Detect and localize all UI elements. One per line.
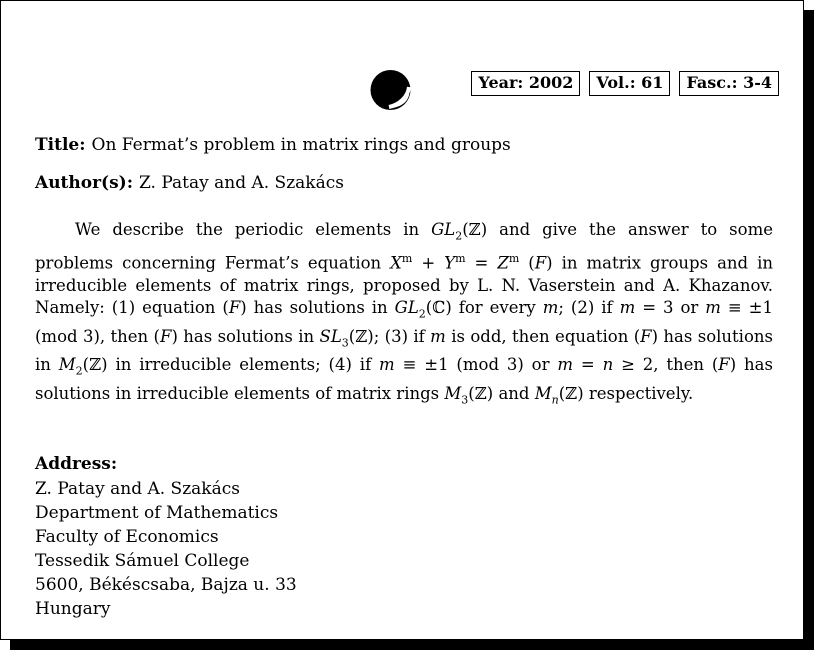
abstract-segment: M xyxy=(444,384,462,404)
abstract-segment: m xyxy=(455,251,466,265)
address-line: Hungary xyxy=(35,599,111,619)
title-label: Title: xyxy=(35,135,86,155)
abstract-segment: m xyxy=(705,298,721,318)
moon-logo-icon xyxy=(369,67,412,113)
abstract-segment: m xyxy=(430,326,446,346)
abstract-segment: m xyxy=(557,355,574,375)
abstract-segment: ≡ ±1 (mod 3), then ( xyxy=(35,298,773,346)
abstract-segment: ( xyxy=(519,253,535,273)
abstract-segment: ≡ ±1 (mod 3) or xyxy=(394,355,558,375)
abstract-segment: SL xyxy=(319,326,342,346)
authors-label: Author(s): xyxy=(35,173,133,193)
abstract-segment: F xyxy=(228,298,241,318)
abstract-segment: Y xyxy=(444,253,456,273)
volume-badge: Vol.: 61 xyxy=(589,71,670,96)
abstract-segment: 2 xyxy=(75,364,83,378)
page-shadow-bottom xyxy=(10,640,814,650)
abstract-segment: ; (2) if xyxy=(558,298,620,318)
abstract-segment: F xyxy=(640,326,652,346)
abstract-segment: (ℤ) in irreducible elements; (4) if xyxy=(82,355,380,375)
abstract-segment: F xyxy=(160,326,172,346)
abstract-segment: is odd, then equation ( xyxy=(445,326,641,346)
abstract-segment: m xyxy=(508,251,520,265)
address-block xyxy=(35,477,297,621)
abstract-segment: ≥ 2, then ( xyxy=(613,355,719,375)
authors-line xyxy=(35,172,344,194)
abstract-segment: m xyxy=(379,355,395,375)
abstract-segment: + xyxy=(412,253,445,273)
abstract-segment: n xyxy=(602,355,614,375)
address-label: Address: xyxy=(35,454,118,474)
abstract-segment: m xyxy=(542,298,559,318)
abstract-segment: 3 xyxy=(341,336,349,350)
address-line: Faculty of Economics xyxy=(35,527,219,547)
abstract-segment: n xyxy=(551,393,559,407)
abstract-segment: 2 xyxy=(418,307,426,321)
address-line: 5600, Békéscsaba, Bajza u. 33 xyxy=(35,575,297,595)
abstract-segment: ) has solutions in xyxy=(35,326,773,375)
abstract-segment: M xyxy=(534,384,552,404)
abstract-segment: (ℤ) respectively. xyxy=(558,384,694,404)
abstract-segment: m xyxy=(619,298,636,318)
abstract-segment: ) has solutions in xyxy=(171,326,320,346)
abstract-segment: m xyxy=(401,251,413,265)
page-shadow-right xyxy=(804,10,814,650)
year-badge: Year: 2002 xyxy=(471,71,580,96)
abstract-segment: M xyxy=(58,355,76,375)
abstract-segment: We describe the periodic elements in xyxy=(75,220,432,239)
abstract-segment: and give the answer to some problems concerning Fermat’s equation xyxy=(35,220,773,273)
abstract-segment: (ℤ); (3) if xyxy=(348,326,431,346)
abstract-segment: = xyxy=(573,355,603,375)
abstract-segment: GL xyxy=(431,220,456,239)
abstract-segment: F xyxy=(718,355,730,375)
title-line xyxy=(35,134,511,156)
address-line: Department of Mathematics xyxy=(35,503,279,523)
fascicle-badge: Fasc.: 3-4 xyxy=(679,71,779,96)
abstract-segment: F xyxy=(534,253,547,273)
abstract-segment: 2 xyxy=(455,229,463,243)
authors-value: Z. Patay and A. Szakács xyxy=(139,173,344,193)
abstract-segment: ) in matrix groups and in irreducible elements of matrix rings, proposed by L. N. Vaserstein and A. Khazanov. Namely: (1) equation ( xyxy=(35,253,774,318)
issue-info xyxy=(471,71,779,96)
abstract-segment: GL xyxy=(394,298,419,318)
abstract-segment: (ℤ) xyxy=(462,220,488,239)
abstract-text xyxy=(35,219,773,412)
abstract-segment: ) has solutions in xyxy=(240,298,395,318)
abstract-segment: = 3 or xyxy=(635,298,706,318)
address-line: Z. Patay and A. Szakács xyxy=(35,479,240,499)
abstract-segment: (ℂ) for every xyxy=(425,298,543,318)
abstract-segment: 3 xyxy=(461,393,469,407)
address-line: Tessedik Sámuel College xyxy=(35,551,250,571)
abstract-segment: Z xyxy=(497,253,509,273)
abstract-segment: ) has solutions in irreducible elements of matrix rings xyxy=(35,355,773,404)
abstract-segment: (ℤ) and xyxy=(468,384,535,404)
abstract-segment: X xyxy=(390,253,402,273)
abstract-segment: = xyxy=(465,253,498,273)
title-value: On Fermat’s problem in matrix rings and groups xyxy=(91,135,511,155)
